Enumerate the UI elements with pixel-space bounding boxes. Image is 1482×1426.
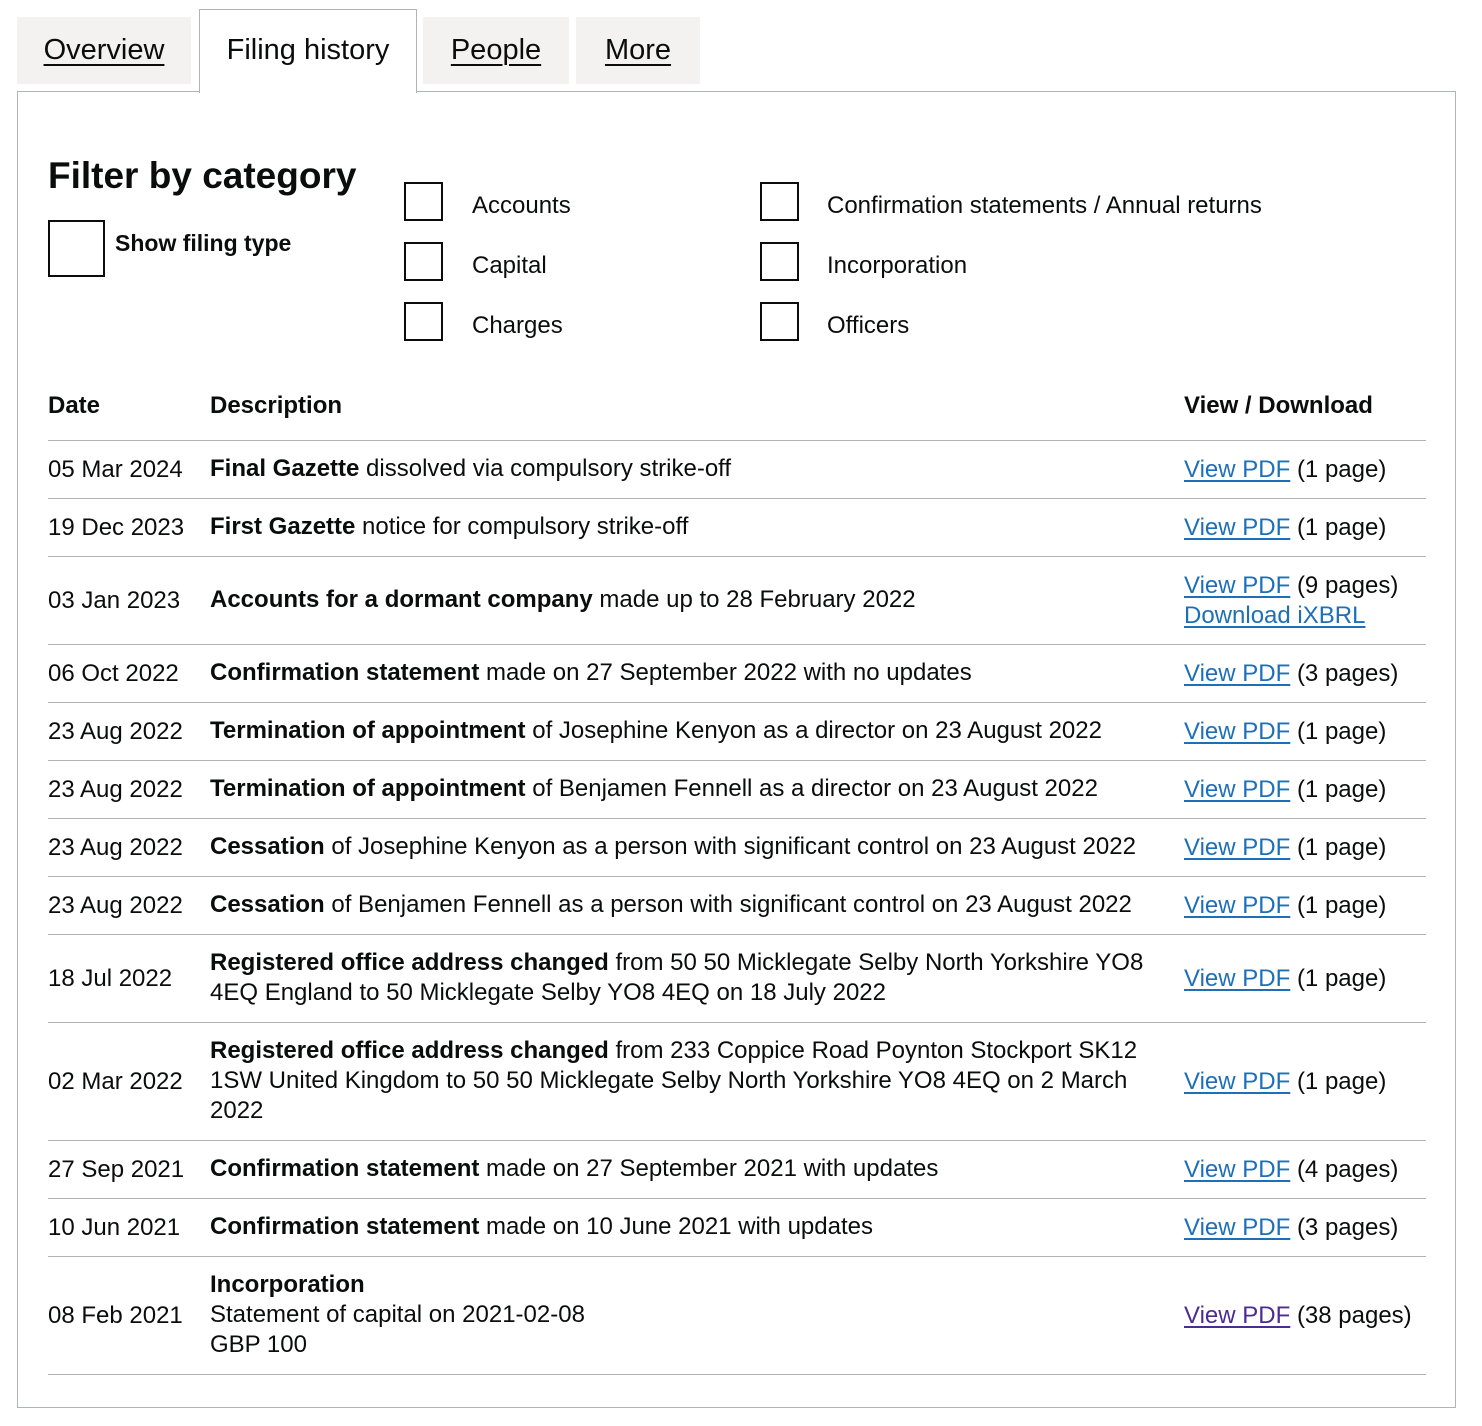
row-text: made on 27 September 2021 with updates — [479, 1155, 939, 1182]
page-count: (1 page) — [1296, 891, 1387, 919]
row-date: 27 Sep 2021 — [48, 1141, 210, 1199]
row-date: 23 Aug 2022 — [48, 819, 210, 877]
row-download — [1184, 1257, 1426, 1375]
page-count: (9 pages) — [1296, 571, 1399, 599]
view-pdf-link[interactable]: View PDF — [1184, 775, 1291, 803]
view-pdf-link[interactable]: View PDF — [1184, 1155, 1291, 1183]
page-count: (1 page) — [1296, 513, 1387, 541]
row-title: Termination of appointment — [210, 717, 526, 744]
row-title: Cessation — [210, 833, 325, 860]
page-count: (1 page) — [1296, 717, 1387, 745]
row-title: Confirmation statement — [210, 659, 480, 686]
table-row — [48, 1141, 1426, 1199]
view-pdf-link[interactable]: View PDF — [1184, 659, 1291, 687]
table-row — [48, 877, 1426, 935]
category-incorporation-label: Incorporation — [827, 252, 968, 279]
table-row — [48, 935, 1426, 1023]
show-filing-type-label: Show filing type — [115, 230, 292, 256]
row-capital-amount: GBP 100 — [210, 1331, 307, 1358]
page-count: (1 page) — [1296, 775, 1387, 803]
row-text: from 233 Coppice Road Poynton Stockport SK12 1SW United Kingdom to 50 50 Micklegate Selby North Yorkshire YO8 4EQ on 2 March 2022 — [210, 1037, 1138, 1124]
row-text: dissolved via compulsory strike-off — [359, 455, 732, 482]
row-text: Statement of capital on 2021-02-08 — [210, 1301, 585, 1328]
category-confirmation-statements-label: Confirmation statements / Annual returns — [827, 192, 1262, 219]
row-date: 19 Dec 2023 — [48, 499, 210, 557]
row-download — [1184, 1141, 1426, 1199]
page-count: (4 pages) — [1296, 1155, 1399, 1183]
view-pdf-link[interactable]: View PDF — [1184, 1301, 1291, 1329]
row-description — [210, 557, 1184, 645]
row-date: 23 Aug 2022 — [48, 761, 210, 819]
row-download — [1184, 703, 1426, 761]
row-title: Termination of appointment — [210, 775, 526, 802]
row-title: Registered office address changed — [210, 1037, 609, 1064]
category-officers-checkbox[interactable] — [760, 302, 799, 341]
row-text: made up to 28 February 2022 — [592, 586, 916, 613]
tab-more[interactable]: More — [576, 17, 700, 84]
tab-bar — [17, 9, 717, 92]
row-description — [210, 1199, 1184, 1257]
row-text: made on 27 September 2022 with no updates — [479, 659, 972, 686]
row-download — [1184, 441, 1426, 499]
row-description — [210, 1023, 1184, 1141]
category-charges-label: Charges — [472, 312, 563, 339]
row-title: Confirmation statement — [210, 1155, 480, 1182]
page-count: (1 page) — [1296, 833, 1387, 861]
row-date: 05 Mar 2024 — [48, 441, 210, 499]
view-pdf-link[interactable]: View PDF — [1184, 571, 1291, 599]
table-row — [48, 1257, 1426, 1375]
row-date: 18 Jul 2022 — [48, 935, 210, 1023]
row-date: 08 Feb 2021 — [48, 1257, 210, 1375]
table-header-row — [48, 385, 1426, 441]
table-row — [48, 1023, 1426, 1141]
row-download — [1184, 645, 1426, 703]
row-description — [210, 1141, 1184, 1199]
table-row — [48, 1199, 1426, 1257]
table-row — [48, 441, 1426, 499]
page-count: (38 pages) — [1296, 1301, 1412, 1329]
category-capital-label: Capital — [472, 252, 547, 279]
table-row — [48, 819, 1426, 877]
table-row — [48, 499, 1426, 557]
row-download — [1184, 499, 1426, 557]
header-view-download: View / Download — [1184, 385, 1426, 441]
view-pdf-link[interactable]: View PDF — [1184, 1067, 1291, 1095]
category-officers-label: Officers — [827, 312, 910, 339]
category-capital-checkbox[interactable] — [404, 242, 443, 281]
row-download — [1184, 935, 1426, 1023]
row-title: First Gazette — [210, 513, 356, 540]
page-count: (3 pages) — [1296, 1213, 1399, 1241]
row-description — [210, 1257, 1184, 1375]
row-text: of Benjamen Fennell as a director on 23 August 2022 — [525, 775, 1098, 802]
row-date: 02 Mar 2022 — [48, 1023, 210, 1141]
header-date: Date — [48, 385, 210, 441]
row-text: notice for compulsory strike-off — [355, 513, 689, 540]
row-description — [210, 935, 1184, 1023]
row-title: Incorporation — [210, 1271, 365, 1298]
view-pdf-link[interactable]: View PDF — [1184, 891, 1291, 919]
view-pdf-link[interactable]: View PDF — [1184, 964, 1291, 992]
table-row — [48, 645, 1426, 703]
header-description: Description — [210, 385, 1184, 441]
row-title: Registered office address changed — [210, 949, 609, 976]
view-pdf-link[interactable]: View PDF — [1184, 513, 1291, 541]
row-description — [210, 761, 1184, 819]
row-description — [210, 703, 1184, 761]
view-pdf-link[interactable]: View PDF — [1184, 1213, 1291, 1241]
view-pdf-link[interactable]: View PDF — [1184, 833, 1291, 861]
row-text: made on 10 June 2021 with updates — [479, 1213, 873, 1240]
row-download — [1184, 557, 1426, 645]
category-confirmation-statements-checkbox[interactable] — [760, 182, 799, 221]
row-description — [210, 645, 1184, 703]
view-pdf-link[interactable]: View PDF — [1184, 717, 1291, 745]
row-text: of Josephine Kenyon as a person with significant control on 23 August 2022 — [324, 833, 1136, 860]
category-accounts-checkbox[interactable] — [404, 182, 443, 221]
row-date: 03 Jan 2023 — [48, 557, 210, 645]
row-title: Final Gazette — [210, 455, 360, 482]
table-row — [48, 703, 1426, 761]
show-filing-type-checkbox[interactable] — [48, 220, 105, 277]
tab-people[interactable]: People — [423, 17, 569, 84]
row-date: 23 Aug 2022 — [48, 703, 210, 761]
category-accounts-label: Accounts — [472, 192, 571, 219]
row-title: Cessation — [210, 891, 325, 918]
row-date: 23 Aug 2022 — [48, 877, 210, 935]
row-download — [1184, 819, 1426, 877]
tab-overview[interactable]: Overview — [17, 17, 191, 84]
category-charges-checkbox[interactable] — [404, 302, 443, 341]
category-incorporation-checkbox[interactable] — [760, 242, 799, 281]
row-description — [210, 877, 1184, 935]
row-title: Accounts for a dormant company — [210, 586, 593, 613]
filing-history-panel — [17, 91, 1456, 1408]
page-count: (3 pages) — [1296, 659, 1399, 687]
row-text: of Josephine Kenyon as a director on 23 August 2022 — [525, 717, 1102, 744]
row-description — [210, 499, 1184, 557]
row-download — [1184, 1199, 1426, 1257]
download-ixbrl-link[interactable]: Download iXBRL — [1184, 601, 1366, 629]
row-text: of Benjamen Fennell as a person with significant control on 23 August 2022 — [324, 891, 1132, 918]
page-count: (1 page) — [1296, 964, 1387, 992]
row-download — [1184, 1023, 1426, 1141]
filter-title: Filter by category — [48, 155, 357, 196]
row-title: Confirmation statement — [210, 1213, 480, 1240]
page-count: (1 page) — [1296, 1067, 1387, 1095]
row-text: from 50 50 Micklegate Selby North Yorkshire YO8 4EQ England to 50 Micklegate Selby YO8 4EQ on 18 July 2022 — [210, 949, 1144, 1006]
filing-history-table — [48, 385, 1426, 1375]
table-row — [48, 761, 1426, 819]
row-description — [210, 441, 1184, 499]
row-download — [1184, 877, 1426, 935]
view-pdf-link[interactable]: View PDF — [1184, 455, 1291, 483]
row-date: 06 Oct 2022 — [48, 645, 210, 703]
tab-filing-history[interactable]: Filing history — [199, 9, 417, 93]
row-download — [1184, 761, 1426, 819]
row-description — [210, 819, 1184, 877]
page-count: (1 page) — [1296, 455, 1387, 483]
row-date: 10 Jun 2021 — [48, 1199, 210, 1257]
table-row — [48, 557, 1426, 645]
